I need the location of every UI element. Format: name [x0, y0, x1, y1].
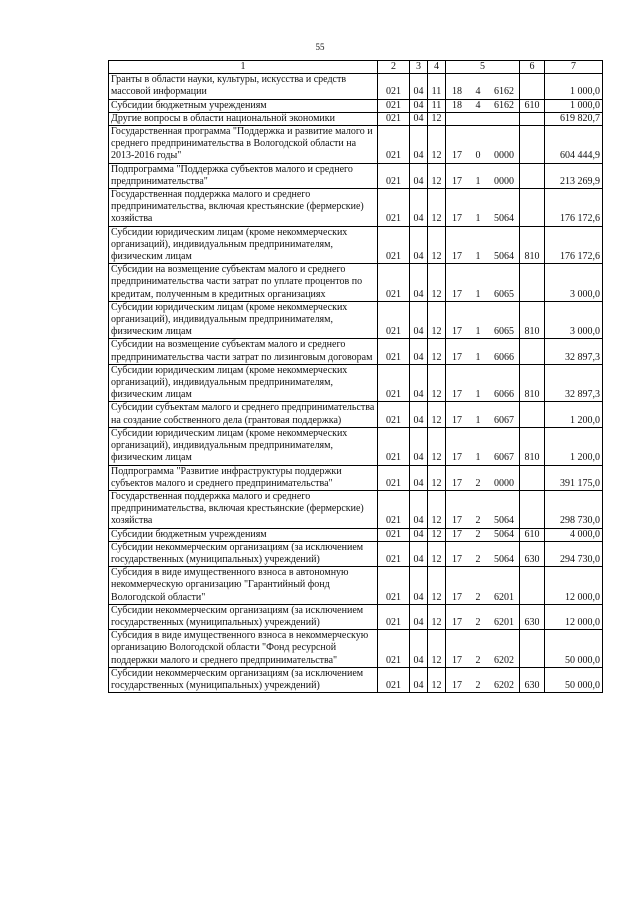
amount-cell: 3 000,0 [545, 264, 603, 302]
target-article-part: 17 [452, 150, 462, 162]
expense-type-cell: 610 [520, 528, 545, 541]
section-code-cell: 04 [410, 427, 428, 465]
chapter-code-cell: 021 [378, 667, 410, 692]
target-article-parts [446, 452, 519, 464]
target-article-part: 17 [452, 251, 462, 263]
expense-type-cell: 810 [520, 427, 545, 465]
target-article-parts [446, 100, 519, 112]
subsection-code-cell: 12 [428, 667, 446, 692]
section-code-cell: 04 [410, 567, 428, 605]
section-code-cell: 04 [410, 339, 428, 364]
amount-cell: 298 730,0 [545, 490, 603, 528]
row-name-cell: Субсидия в виде имущественного взноса в некоммерческую организацию Вологодской области "Фонд ресурсной поддержки малого и среднего предпринимательства" [109, 630, 378, 668]
target-article-part: 17 [452, 414, 462, 426]
row-name-cell: Субсидии бюджетным учреждениям [109, 528, 378, 541]
target-article-part [512, 113, 515, 125]
amount-cell: 32 897,3 [545, 364, 603, 402]
subsection-code-cell: 12 [428, 264, 446, 302]
table-row [109, 301, 603, 339]
row-name-cell: Субсидии некоммерческим организациям (за исключением государственных (муниципальных) учреждений) [109, 667, 378, 692]
target-article-cell [446, 163, 520, 188]
table-row [109, 427, 603, 465]
section-code-cell: 04 [410, 490, 428, 528]
target-article-part: 17 [452, 528, 462, 540]
target-article-part: 6202 [494, 654, 514, 666]
target-article-part: 17 [452, 616, 462, 628]
amount-cell: 12 000,0 [545, 604, 603, 629]
target-article-part: 2 [475, 616, 481, 628]
amount-cell: 213 269,9 [545, 163, 603, 188]
amount-cell: 1 200,0 [545, 402, 603, 427]
target-article-parts [446, 352, 519, 364]
row-name-cell: Субсидии на возмещение субъектам малого и среднего предпринимательства части затрат по лизинговым договорам [109, 339, 378, 364]
target-article-parts [446, 86, 519, 98]
target-article-part: 17 [452, 553, 462, 565]
target-article-part: 1 [475, 389, 481, 401]
target-article-parts [446, 213, 519, 225]
expense-type-cell [520, 264, 545, 302]
target-article-part: 4 [475, 99, 481, 111]
target-article-part: 18 [452, 86, 462, 98]
table-row [109, 630, 603, 668]
amount-cell: 3 000,0 [545, 301, 603, 339]
target-article-part: 1 [475, 175, 481, 187]
table-row [109, 364, 603, 402]
table-row [109, 99, 603, 112]
section-code-cell: 04 [410, 99, 428, 112]
target-article-part: 2 [475, 654, 481, 666]
expense-type-cell [520, 630, 545, 668]
section-code-cell: 04 [410, 74, 428, 99]
target-article-cell [446, 541, 520, 566]
table-row [109, 126, 603, 164]
amount-cell: 619 820,7 [545, 112, 603, 125]
table-row [109, 112, 603, 125]
target-article-parts [446, 515, 519, 527]
target-article-part: 2 [475, 477, 481, 489]
table-row [109, 74, 603, 99]
subsection-code-cell: 12 [428, 364, 446, 402]
row-name-cell: Другие вопросы в области национальной экономики [109, 112, 378, 125]
section-code-cell: 04 [410, 541, 428, 566]
expense-type-cell: 630 [520, 541, 545, 566]
row-name-cell: Субсидии юридическим лицам (кроме некоммерческих организаций), индивидуальным предпринимателям, физическим лицам [109, 226, 378, 264]
chapter-code-cell: 021 [378, 604, 410, 629]
row-name-cell: Субсидии бюджетным учреждениям [109, 99, 378, 112]
subsection-code-cell: 12 [428, 630, 446, 668]
amount-cell: 12 000,0 [545, 567, 603, 605]
expense-type-cell: 630 [520, 667, 545, 692]
subsection-code-cell: 12 [428, 604, 446, 629]
target-article-parts [446, 176, 519, 188]
amount-cell: 1 200,0 [545, 427, 603, 465]
target-article-parts [446, 150, 519, 162]
amount-cell: 1 000,0 [545, 99, 603, 112]
chapter-code-cell: 021 [378, 465, 410, 490]
chapter-code-cell: 021 [378, 541, 410, 566]
chapter-code-cell: 021 [378, 630, 410, 668]
budget-table [108, 60, 603, 693]
target-article-parts [446, 415, 519, 427]
row-name-cell: Подпрограмма "Поддержка субъектов малого и среднего предпринимательства" [109, 163, 378, 188]
section-code-cell: 04 [410, 402, 428, 427]
target-article-cell [446, 630, 520, 668]
expense-type-cell [520, 490, 545, 528]
expense-type-cell [520, 189, 545, 227]
subsection-code-cell: 12 [428, 189, 446, 227]
chapter-code-cell: 021 [378, 567, 410, 605]
table-row [109, 490, 603, 528]
target-article-part: 17 [452, 351, 462, 363]
row-name-cell: Субсидии юридическим лицам (кроме некоммерческих организаций), индивидуальным предпринимателям, физическим лицам [109, 427, 378, 465]
target-article-cell [446, 528, 520, 541]
subsection-code-cell: 12 [428, 465, 446, 490]
target-article-part [452, 113, 455, 125]
target-article-part: 17 [452, 389, 462, 401]
target-article-parts [446, 655, 519, 667]
target-article-part: 1 [475, 326, 481, 338]
target-article-parts [446, 326, 519, 338]
row-name-cell: Субсидии юридическим лицам (кроме некоммерческих организаций), индивидуальным предпринимателям, физическим лицам [109, 364, 378, 402]
header-cell: 4 [428, 61, 446, 74]
target-article-part: 1 [475, 351, 481, 363]
table-row [109, 667, 603, 692]
header-cell: 2 [378, 61, 410, 74]
target-article-part: 17 [452, 213, 462, 225]
subsection-code-cell: 12 [428, 427, 446, 465]
header-cell: 6 [520, 61, 545, 74]
target-article-part: 0000 [494, 175, 514, 187]
table-row [109, 163, 603, 188]
target-article-part: 1 [475, 288, 481, 300]
table-row [109, 604, 603, 629]
target-article-parts [446, 617, 519, 629]
subsection-code-cell: 12 [428, 126, 446, 164]
header-cell: 7 [545, 61, 603, 74]
section-code-cell: 04 [410, 112, 428, 125]
row-name-cell: Государственная поддержка малого и среднего предпринимательства, включая крестьянские (фермерские) хозяйства [109, 189, 378, 227]
target-article-parts [446, 478, 519, 490]
target-article-parts [446, 529, 519, 541]
target-article-part: 6201 [494, 616, 514, 628]
section-code-cell: 04 [410, 667, 428, 692]
table-row [109, 541, 603, 566]
table-row [109, 264, 603, 302]
target-article-part: 6162 [494, 86, 514, 98]
target-article-part: 5064 [494, 528, 514, 540]
expense-type-cell [520, 567, 545, 605]
chapter-code-cell: 021 [378, 226, 410, 264]
section-code-cell: 04 [410, 264, 428, 302]
target-article-part: 17 [452, 477, 462, 489]
chapter-code-cell: 021 [378, 427, 410, 465]
target-article-part: 17 [452, 591, 462, 603]
row-name-cell: Субсидии на возмещение субъектам малого и среднего предпринимательства части затрат по уплате процентов по кредитам, полученным в кредитных организациях [109, 264, 378, 302]
expense-type-cell [520, 126, 545, 164]
target-article-part: 1 [475, 251, 481, 263]
amount-cell: 1 000,0 [545, 74, 603, 99]
subsection-code-cell: 12 [428, 528, 446, 541]
chapter-code-cell: 021 [378, 189, 410, 227]
section-code-cell: 04 [410, 189, 428, 227]
subsection-code-cell: 11 [428, 99, 446, 112]
target-article-part [482, 113, 485, 125]
section-code-cell: 04 [410, 604, 428, 629]
amount-cell: 4 000,0 [545, 528, 603, 541]
subsection-code-cell: 12 [428, 301, 446, 339]
target-article-part: 2 [475, 591, 481, 603]
target-article-part: 17 [452, 515, 462, 527]
section-code-cell: 04 [410, 364, 428, 402]
target-article-parts [446, 592, 519, 604]
target-article-part: 6065 [494, 288, 514, 300]
chapter-code-cell: 021 [378, 264, 410, 302]
row-name-cell: Государственная программа "Поддержка и развитие малого и среднего предпринимательства в Вологодской области на 2013-2016 годы" [109, 126, 378, 164]
target-article-cell [446, 74, 520, 99]
expense-type-cell: 810 [520, 226, 545, 264]
target-article-part: 17 [452, 452, 462, 464]
chapter-code-cell: 021 [378, 74, 410, 99]
target-article-part: 17 [452, 654, 462, 666]
target-article-part: 2 [475, 515, 481, 527]
target-article-cell [446, 301, 520, 339]
expense-type-cell: 810 [520, 364, 545, 402]
table-row [109, 567, 603, 605]
page-number: 55 [315, 42, 325, 52]
chapter-code-cell: 021 [378, 99, 410, 112]
target-article-part: 17 [452, 175, 462, 187]
target-article-part: 6201 [494, 591, 514, 603]
subsection-code-cell: 12 [428, 567, 446, 605]
target-article-part: 6202 [494, 679, 514, 691]
row-name-cell: Подпрограмма "Развитие инфраструктуры поддержки субъектов малого и среднего предпринимательства" [109, 465, 378, 490]
expense-type-cell [520, 74, 545, 99]
target-article-part: 1 [475, 452, 481, 464]
subsection-code-cell: 12 [428, 490, 446, 528]
target-article-cell [446, 226, 520, 264]
target-article-cell [446, 402, 520, 427]
target-article-part: 6067 [494, 452, 514, 464]
target-article-part: 6066 [494, 351, 514, 363]
row-name-cell: Гранты в области науки, культуры, искусства и средств массовой информации [109, 74, 378, 99]
section-code-cell: 04 [410, 528, 428, 541]
target-article-part: 6067 [494, 414, 514, 426]
chapter-code-cell: 021 [378, 364, 410, 402]
target-article-part: 1 [475, 213, 481, 225]
amount-cell: 50 000,0 [545, 630, 603, 668]
target-article-part: 0000 [494, 150, 514, 162]
table-row [109, 339, 603, 364]
target-article-cell [446, 490, 520, 528]
target-article-cell [446, 465, 520, 490]
chapter-code-cell: 021 [378, 112, 410, 125]
expense-type-cell: 630 [520, 604, 545, 629]
target-article-cell [446, 112, 520, 125]
table-header-row [109, 61, 603, 74]
target-article-part: 5064 [494, 213, 514, 225]
header-cell: 3 [410, 61, 428, 74]
chapter-code-cell: 021 [378, 490, 410, 528]
target-article-cell [446, 126, 520, 164]
amount-cell: 176 172,6 [545, 226, 603, 264]
target-article-cell [446, 567, 520, 605]
subsection-code-cell: 12 [428, 541, 446, 566]
chapter-code-cell: 021 [378, 301, 410, 339]
row-name-cell: Субсидии некоммерческим организациям (за исключением государственных (муниципальных) учреждений) [109, 541, 378, 566]
row-name-cell: Субсидии юридическим лицам (кроме некоммерческих организаций), индивидуальным предпринимателям, физическим лицам [109, 301, 378, 339]
expense-type-cell [520, 339, 545, 364]
table-row [109, 226, 603, 264]
expense-type-cell [520, 402, 545, 427]
chapter-code-cell: 021 [378, 126, 410, 164]
subsection-code-cell: 12 [428, 112, 446, 125]
section-code-cell: 04 [410, 126, 428, 164]
subsection-code-cell: 12 [428, 339, 446, 364]
section-code-cell: 04 [410, 465, 428, 490]
subsection-code-cell: 12 [428, 226, 446, 264]
target-article-part: 5064 [494, 251, 514, 263]
target-article-part: 18 [452, 99, 462, 111]
amount-cell: 32 897,3 [545, 339, 603, 364]
section-code-cell: 04 [410, 226, 428, 264]
chapter-code-cell: 021 [378, 402, 410, 427]
row-name-cell: Субсидии некоммерческим организациям (за исключением государственных (муниципальных) учреждений) [109, 604, 378, 629]
section-code-cell: 04 [410, 630, 428, 668]
target-article-part: 0 [475, 150, 481, 162]
table-row [109, 402, 603, 427]
target-article-part: 17 [452, 679, 462, 691]
header-cell: 1 [109, 61, 378, 74]
subsection-code-cell: 11 [428, 74, 446, 99]
target-article-part: 6162 [494, 99, 514, 111]
row-name-cell: Субсидия в виде имущественного взноса в автономную некоммерческую организацию "Гарантийный фонд Вологодской области" [109, 567, 378, 605]
header-cell: 5 [446, 61, 520, 74]
target-article-part: 1 [475, 414, 481, 426]
target-article-part: 4 [475, 86, 481, 98]
target-article-parts [446, 389, 519, 401]
amount-cell: 604 444,9 [545, 126, 603, 164]
table-row [109, 189, 603, 227]
target-article-cell [446, 264, 520, 302]
target-article-cell [446, 427, 520, 465]
expense-type-cell: 610 [520, 99, 545, 112]
amount-cell: 294 730,0 [545, 541, 603, 566]
target-article-parts [446, 251, 519, 263]
target-article-parts [446, 289, 519, 301]
target-article-parts [446, 113, 519, 125]
chapter-code-cell: 021 [378, 163, 410, 188]
section-code-cell: 04 [410, 163, 428, 188]
target-article-cell [446, 364, 520, 402]
target-article-part: 0000 [494, 477, 514, 489]
amount-cell: 176 172,6 [545, 189, 603, 227]
expense-type-cell [520, 112, 545, 125]
target-article-part: 17 [452, 326, 462, 338]
target-article-part: 5064 [494, 515, 514, 527]
target-article-parts [446, 680, 519, 692]
table-row [109, 528, 603, 541]
target-article-cell [446, 189, 520, 227]
row-name-cell: Государственная поддержка малого и среднего предпринимательства, включая крестьянские (фермерские) хозяйства [109, 490, 378, 528]
expense-type-cell [520, 163, 545, 188]
target-article-part: 2 [475, 528, 481, 540]
table-row [109, 465, 603, 490]
expense-type-cell: 810 [520, 301, 545, 339]
subsection-code-cell: 12 [428, 402, 446, 427]
target-article-cell [446, 99, 520, 112]
target-article-part: 5064 [494, 553, 514, 565]
target-article-cell [446, 339, 520, 364]
amount-cell: 391 175,0 [545, 465, 603, 490]
target-article-part: 6065 [494, 326, 514, 338]
chapter-code-cell: 021 [378, 339, 410, 364]
row-name-cell: Субсидии субъектам малого и среднего предпринимательства на создание собственного дела (грантовая поддержка) [109, 402, 378, 427]
amount-cell: 50 000,0 [545, 667, 603, 692]
target-article-part: 2 [475, 679, 481, 691]
chapter-code-cell: 021 [378, 528, 410, 541]
target-article-parts [446, 554, 519, 566]
target-article-part: 17 [452, 288, 462, 300]
target-article-cell [446, 604, 520, 629]
expense-type-cell [520, 465, 545, 490]
target-article-cell [446, 667, 520, 692]
subsection-code-cell: 12 [428, 163, 446, 188]
target-article-part: 6066 [494, 389, 514, 401]
target-article-part: 2 [475, 553, 481, 565]
section-code-cell: 04 [410, 301, 428, 339]
